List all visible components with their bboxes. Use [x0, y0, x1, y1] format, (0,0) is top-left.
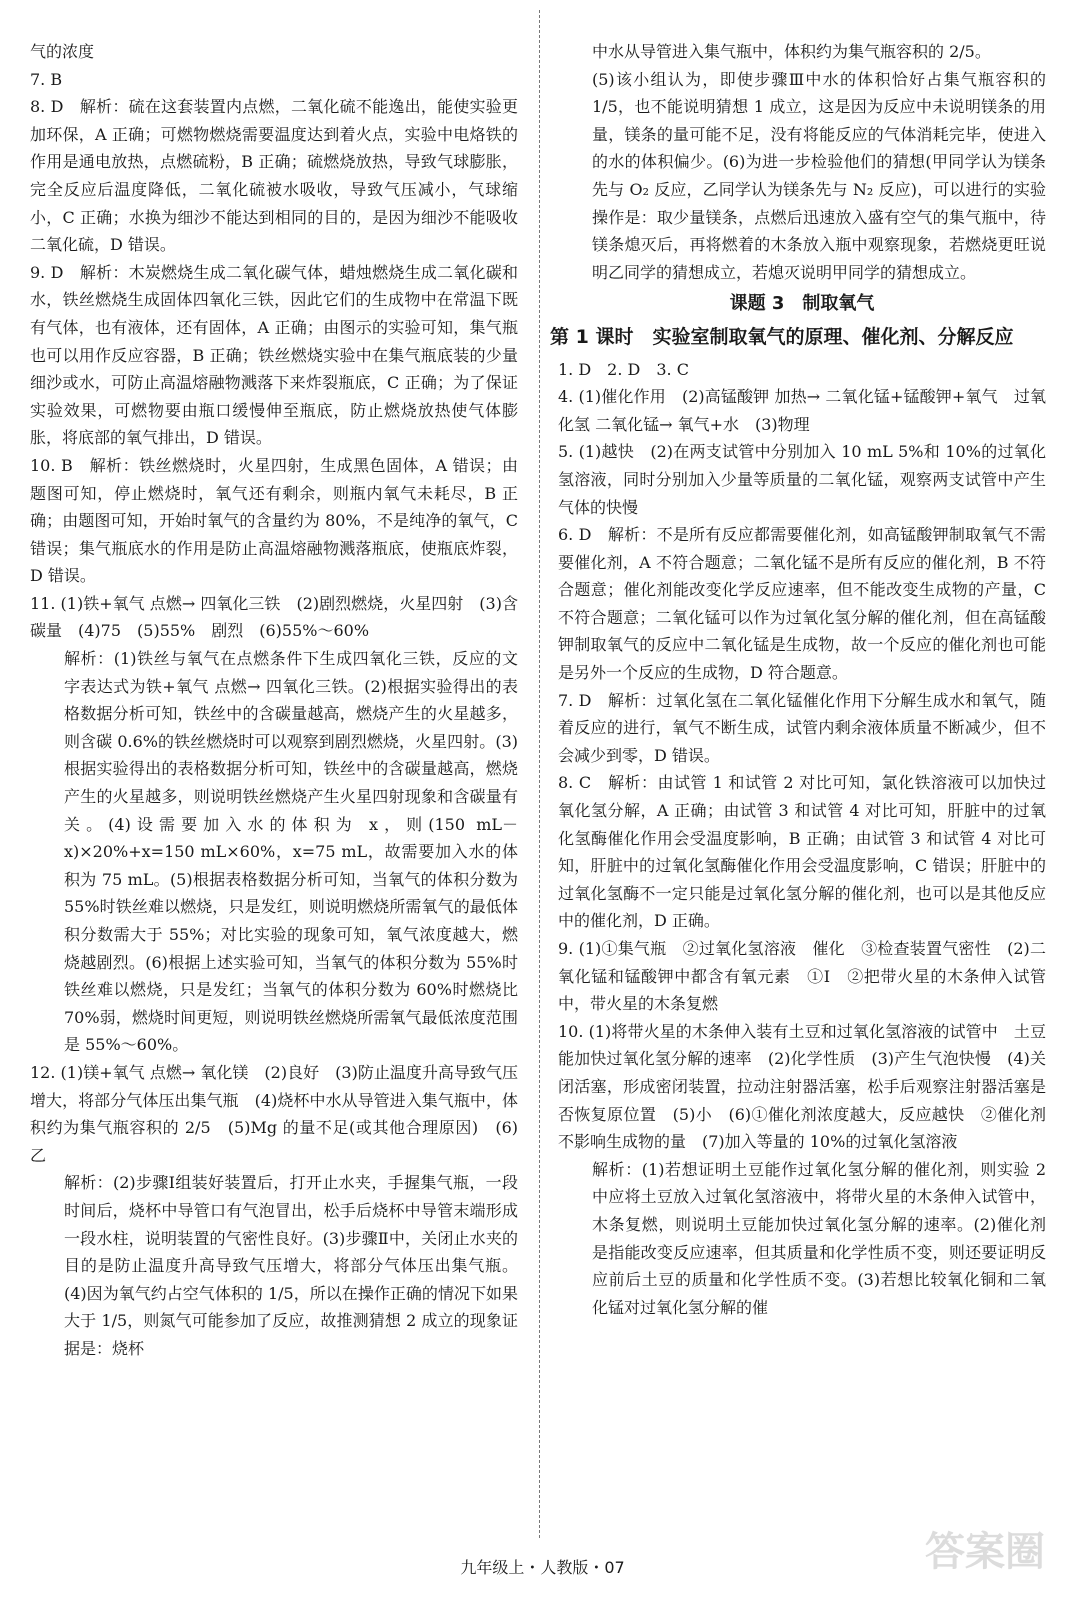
left-line-0: 气的浓度	[30, 42, 95, 61]
answer-12-continued: 中水从导管进入集气瓶中，体积约为集气瓶容积的 2/5。	[592, 42, 991, 61]
right-column	[550, 38, 1046, 1321]
answer-9-right: 9. (1)①集气瓶 ②过氧化氢溶液 催化 ③检查装置气密性 (2)二氧化锰和锰酸钾中都含有氧元素 ①Ⅰ ②把带火星的木条伸入试管中，带火星的木条复燃	[558, 939, 1046, 1014]
answer-10-explanation: 解析：(1)若想证明土豆能作过氧化氢分解的催化剂，则实验 2 中应将土豆放入过氧化氢溶液中，将带火星的木条伸入试管中，木条复燃，则说明土豆能加快过氧化氢分解的速率。(2)催化剂是指能改变反应速率，但其质量和化学性质不变，则还要证明反应前后土豆的质量和化学性质不变。(3)若想比较氧化铜和二氧化锰对过氧化氢分解的催	[592, 1159, 1046, 1317]
watermark-logo: 答案圈	[925, 1529, 1045, 1575]
left-column	[30, 38, 518, 1363]
answer-9: 9. D 解析：木炭燃烧生成二氧化碳气体，蜡烛燃烧生成二氧化碳和水，铁丝燃烧生成固体四氧化三铁，因此它们的生成物中在常温下既有气体，也有液体，还有固体，A 正确；由图示的实验可知，集气瓶也可以用作反应容器，B 正确；铁丝燃烧实验中在集气瓶底装的少量细沙或水，可防止高温熔融物溅落下来炸裂瓶底，C 正确；为了保证实验效果，可燃物要由瓶口缓慢伸至瓶底，防止燃烧放热使气体膨胀，将底部的氧气排出，D 错误。	[30, 262, 518, 448]
answer-5: 5. (1)越快 (2)在两支试管中分别加入 10 mL 5%和 10%的过氧化氢溶液，同时分别加入少量等质量的二氧化锰，观察两支试管中产生气体的快慢	[558, 442, 1046, 517]
answer-7-right: 7. D 解析：过氧化氢在二氧化锰催化作用下分解生成水和氧气，随着反应的进行，氧气不断生成，试管内剩余液体质量不断减少，但不会减少到零，D 错误。	[558, 690, 1046, 765]
answer-12-explanation-continued: (5)该小组认为，即使步骤Ⅲ中水的体积恰好占集气瓶容积的 1/5，也不能说明猜想 1 成立，这是因为反应中未说明镁条的用量，镁条的量可能不足，没有将能反应的气体消耗完毕，使进入的水的体积偏少。(6)为进一步检验他们的猜想(甲同学认为镁条先与 O₂ 反应，乙同学认为镁条先与 N₂ 反应)，可以进行的实验操作是：取少量镁条，点燃后迅速放入盛有空气的集气瓶中，待镁条熄灭后，再将燃着的木条放入瓶中观察现象，若燃烧更旺说明乙同学的猜想成立，若熄灭说明甲同学的猜想成立。	[592, 69, 1046, 282]
answer-8: 8. D 解析：硫在这套装置内点燃，二氧化硫不能逸出，能使实验更加环保，A 正确；可燃物燃烧需要温度达到着火点，实验中电烙铁的作用是通电放热，点燃硫粉，B 正确；硫燃烧放热，导致气球膨胀，完全反应后温度降低，二氧化硫被水吸收，导致气压减小，气球缩小，C 正确；水换为细沙不能达到相同的目的，是因为细沙不能吸收二氧化硫，D 错误。	[30, 97, 518, 255]
answer-12: 12. (1)镁+氧气 点燃→ 氧化镁 (2)良好 (3)防止温度升高导致气压增大，将部分气体压出集气瓶 (4)烧杯中水从导管进入集气瓶中，体积约为集气瓶容积的 2/5 (5)Mg 的量不足(或其他合理原因) (6)乙	[30, 1062, 518, 1165]
answer-10-right: 10. (1)将带火星的木条伸入装有土豆和过氧化氢溶液的试管中 土豆能加快过氧化氢分解的速率 (2)化学性质 (3)产生气泡快慢 (4)关闭活塞，形成密闭装置，拉动注射器活塞，松手后观察注射器活塞是否恢复原位置 (5)小 (6)①催化剂浓度越大，反应越快 ②催化剂不影响生成物的量 (7)加入等量的 10%的过氧化氢溶液	[558, 1021, 1046, 1152]
answer-11-explanation: 解析：(1)铁丝与氧气在点燃条件下生成四氧化三铁，反应的文字表达式为铁+氧气 点燃→ 四氧化三铁。(2)根据实验得出的表格数据分析可知，铁丝中的含碳量越高，燃烧产生的火星越多，则含碳 0.6%的铁丝燃烧时可以观察到剧烈燃烧，火星四射。(3)根据实验得出的表格数据分析可知，铁丝中的含碳量越高，燃烧产生的火星越多，则说明铁丝燃烧产生火星四射现象和含碳量有关。(4)设需要加入水的体积为 x，则(150 mL－x)×20%+x=150 mL×60%，x=75 mL，故需要加入水的体积为 75 mL。(5)根据表格数据分析可知，当氧气的体积分数为 55%时铁丝难以燃烧，只是发红，则说明燃烧所需氧气的最低体积分数需大于 55%；对比实验的现象可知，氧气浓度越大，燃烧越剧烈。(6)根据上述实验可知，当氧气的体积分数为 55%时铁丝难以燃烧，只是发红；当氧气的体积分数为 60%时燃烧比 70%弱，燃烧时间更短，则说明铁丝燃烧所需氧气最低浓度范围是 55%～60%。	[64, 649, 518, 1055]
section-title: 课题 3 制取氧气	[729, 293, 875, 315]
answer-7: 7. B	[30, 69, 63, 89]
page-footer: 九年级上・人教版・07	[460, 1558, 625, 1577]
answer-6: 6. D 解析：不是所有反应都需要催化剂，如高锰酸钾制取氧气不需要催化剂，A 不符合题意；二氧化锰不是所有反应的催化剂，B 不符合题意；催化剂能改变化学反应速率，但不能改变生成物的产量，C 不符合题意；二氧化锰可以作为过氧化氢分解的催化剂，但在高锰酸钾制取氧气的反应中二氧化锰是生成物，故一个反应的催化剂也可能是另外一个反应的生成物，D 符合题意。	[558, 525, 1046, 683]
answer-8-right: 8. C 解析：由试管 1 和试管 2 对比可知，氯化铁溶液可以加快过氧化氢分解，A 正确；由试管 3 和试管 4 对比可知，肝脏中的过氧化氢酶催化作用会受温度影响，B 正确；由试管 3 和试管 4 对比可知，肝脏中的过氧化氢酶催化作用会受温度影响，C 错误；肝脏中的过氧化氢酶不一定只能是过氧化氢分解的催化剂，也可以是其他反应中的催化剂，D 正确。	[558, 773, 1046, 931]
answers-1-3: 1. D 2. D 3. C	[558, 359, 689, 379]
column-divider	[539, 10, 540, 1538]
lesson-title: 第 1 课时 实验室制取氧气的原理、催化剂、分解反应	[550, 325, 1014, 348]
answer-4: 4. (1)催化作用 (2)高锰酸钾 加热→ 二氧化锰+锰酸钾+氧气 过氧化氢 二氧化锰→ 氧气+水 (3)物理	[558, 387, 1046, 434]
answer-11: 11. (1)铁+氧气 点燃→ 四氧化三铁 (2)剧烈燃烧，火星四射 (3)含碳量 (4)75 (5)55% 剧烈 (6)55%～60%	[30, 593, 518, 641]
answer-10: 10. B 解析：铁丝燃烧时，火星四射，生成黑色固体，A 错误；由题图可知，停止燃烧时，氧气还有剩余，则瓶内氧气未耗尽，B 正确；由题图可知，开始时氧气的含量约为 80%，不是纯净的氧气，C 错误；集气瓶底水的作用是防止高温熔融物溅落瓶底，使瓶底炸裂，D 错误。	[30, 455, 518, 586]
answer-12-explanation: 解析：(2)步骤Ⅰ组装好装置后，打开止水夹，手握集气瓶，一段时间后，烧杯中导管口有气泡冒出，松手后烧杯中导管末端形成一段水柱，说明装置的气密性良好。(3)步骤Ⅱ中，关闭止水夹的目的是防止温度升高导致气压增大，将部分气体压出集气瓶。(4)因为氧气约占空气体积的 1/5，所以在操作正确的情况下如果大于 1/5，则氮气可能参加了反应，故推测猜想 2 成立的现象证据是：烧杯	[64, 1173, 518, 1358]
